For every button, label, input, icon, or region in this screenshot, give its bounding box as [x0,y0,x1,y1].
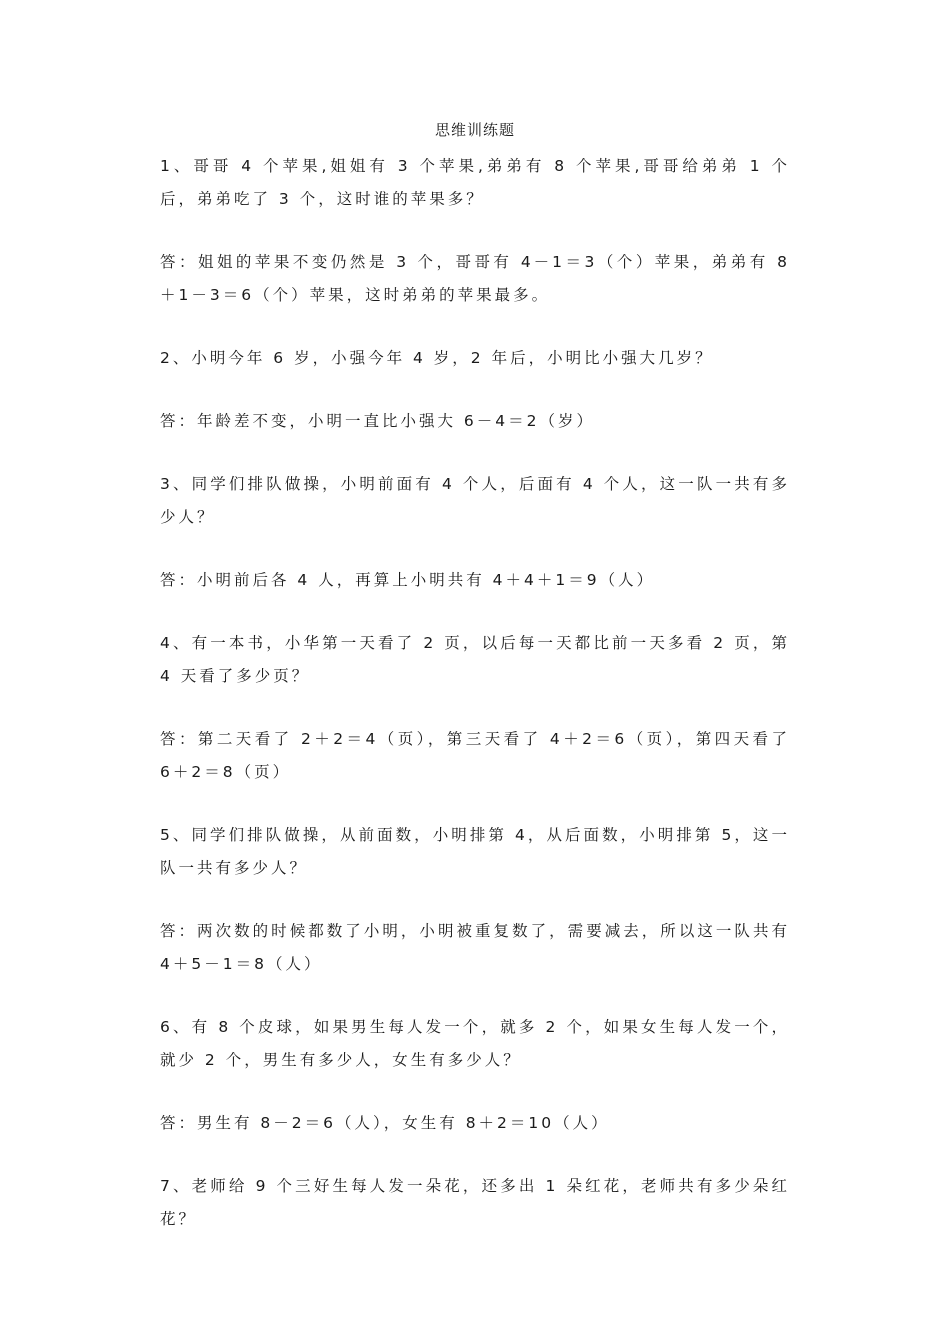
paragraph-gap [160,885,790,915]
question-1: 1、哥哥 4 个苹果,姐姐有 3 个苹果,弟弟有 8 个苹果,哥哥给弟弟 1 个后，弟弟吃了 3 个，这时谁的苹果多？ [160,157,790,208]
paragraph-gap [160,981,790,1011]
paragraph-gap [160,534,790,564]
document-body [160,150,790,1236]
question-5: 5、同学们排队做操，从前面数，小明排第 4，从后面数，小明排第 5，这一队一共有多少人？ [160,826,790,877]
paragraph-gap [160,375,790,405]
question-4: 4、有一本书，小华第一天看了 2 页，以后每一天都比前一天多看 2 页，第 4 天看了多少页？ [160,634,790,685]
answer-1: 答：姐姐的苹果不变仍然是 3 个，哥哥有 4－1＝3（个）苹果，弟弟有 8＋1－3＝6（个）苹果，这时弟弟的苹果最多。 [160,253,790,304]
paragraph-gap [160,216,790,246]
answer-5: 答：两次数的时候都数了小明，小明被重复数了，需要减去，所以这一队共有 4＋5－1＝8（人） [160,922,790,973]
paragraph-gap [160,789,790,819]
question-3: 3、同学们排队做操，小明前面有 4 个人，后面有 4 个人，这一队一共有多少人？ [160,475,790,526]
question-7: 7、老师给 9 个三好生每人发一朵花，还多出 1 朵红花，老师共有多少朵红花？ [160,1177,790,1228]
answer-4: 答：第二天看了 2＋2＝4（页），第三天看了 4＋2＝6（页），第四天看了 6＋2＝8（页） [160,730,790,781]
paragraph-gap [160,693,790,723]
paragraph-gap [160,1077,790,1107]
answer-6: 答：男生有 8－2＝6（人），女生有 8＋2＝10（人） [160,1114,610,1132]
document-title: 思维训练题 [434,121,515,139]
answer-2: 答：年龄差不变，小明一直比小强大 6－4＝2（岁） [160,412,596,430]
paragraph-gap [160,597,790,627]
answer-3: 答：小明前后各 4 人，再算上小明共有 4＋4＋1＝9（人） [160,571,656,589]
question-6: 6、有 8 个皮球，如果男生每人发一个，就多 2 个，如果女生每人发一个，就少 2 个，男生有多少人，女生有多少人？ [160,1018,790,1069]
paragraph-gap [160,312,790,342]
question-2: 2、小明今年 6 岁，小强今年 4 岁，2 年后，小明比小强大几岁？ [160,349,714,367]
paragraph-gap [160,1140,790,1170]
paragraph-gap [160,438,790,468]
